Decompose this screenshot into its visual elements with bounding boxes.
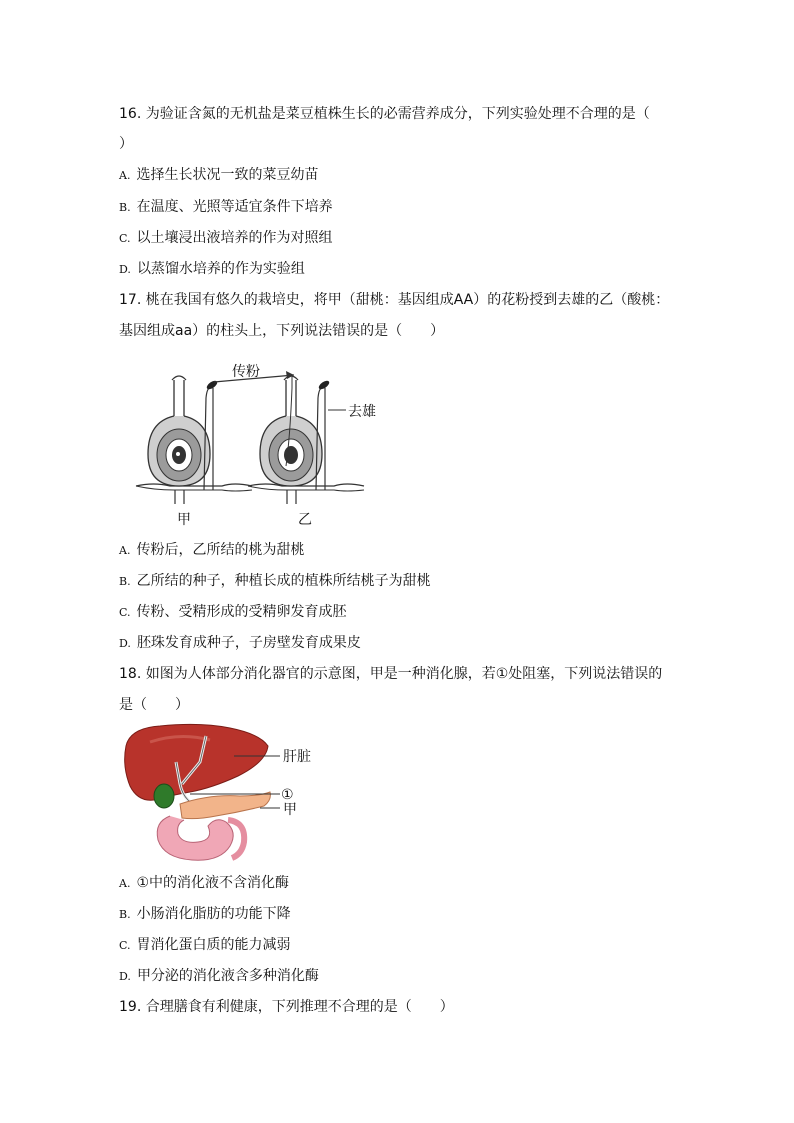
q17-stem-line1: 17. 桃在我国有悠久的栽培史，将甲（甜桃：基因组成AA）的花粉授到去雄的乙（酸桃： bbox=[119, 292, 670, 308]
q18-option-d bbox=[119, 966, 319, 987]
option-text: 小肠消化脂肪的功能下降 bbox=[136, 906, 291, 922]
option-letter: A. bbox=[119, 544, 131, 557]
q16-option-d bbox=[119, 259, 305, 280]
option-text: 以土壤浸出液培养的作为对照组 bbox=[136, 230, 333, 246]
q18-option-c bbox=[119, 935, 291, 956]
q16-option-a bbox=[119, 165, 318, 186]
option-text: 乙所结的种子，种植长成的植株所结桃子为甜桃 bbox=[136, 573, 431, 589]
option-letter: D. bbox=[119, 970, 131, 983]
option-text: 胚珠发育成种子，子房壁发育成果皮 bbox=[136, 635, 361, 651]
q17-stem-line2: 基因组成aa）的柱头上，下列说法错误的是（ ） bbox=[119, 323, 445, 339]
label-pollination: 传粉 bbox=[232, 364, 260, 380]
option-text: ①中的消化液不含消化酶 bbox=[136, 875, 290, 891]
option-letter: B. bbox=[119, 908, 131, 921]
q18-option-b bbox=[119, 904, 291, 925]
intestine-shape bbox=[157, 816, 233, 860]
option-letter: B. bbox=[119, 201, 131, 214]
digestive-organs-figure bbox=[120, 722, 320, 864]
q18-stem-line1: 18. 如图为人体部分消化器官的示意图，甲是一种消化腺，若①处阻塞，下列说法错误的 bbox=[119, 666, 663, 682]
label-yi: 乙 bbox=[298, 512, 312, 528]
pancreas-shape bbox=[180, 792, 270, 819]
q16-option-c bbox=[119, 228, 333, 249]
label-circle-one: ① bbox=[281, 787, 294, 803]
q17-option-a bbox=[119, 540, 304, 561]
q17-option-c bbox=[119, 602, 347, 623]
option-letter: C. bbox=[119, 232, 131, 245]
option-text: 胃消化蛋白质的能力减弱 bbox=[136, 937, 291, 953]
flower-jia bbox=[136, 376, 252, 504]
option-text: 甲分泌的消化液含多种消化酶 bbox=[136, 968, 319, 984]
gallbladder-shape bbox=[154, 784, 174, 808]
flower-yi bbox=[248, 374, 364, 504]
q16-option-b bbox=[119, 197, 333, 218]
liver-shape bbox=[125, 724, 268, 800]
option-text: 传粉、受精形成的受精卵发育成胚 bbox=[136, 604, 347, 620]
option-text: 传粉后，乙所结的桃为甜桃 bbox=[136, 542, 305, 558]
q17-option-d bbox=[119, 633, 361, 654]
option-letter: B. bbox=[119, 575, 131, 588]
label-jia: 甲 bbox=[177, 512, 191, 528]
option-text: 以蒸馏水培养的作为实验组 bbox=[136, 261, 305, 277]
q18-stem-line2: 是（ ） bbox=[119, 697, 189, 713]
q17-option-b bbox=[119, 571, 431, 592]
flower-pollination-figure bbox=[134, 358, 394, 528]
option-letter: C. bbox=[119, 606, 131, 619]
q18-option-a bbox=[119, 873, 289, 894]
option-text: 在温度、光照等适宜条件下培养 bbox=[136, 199, 333, 215]
label-liver: 肝脏 bbox=[283, 749, 311, 765]
label-jia: 甲 bbox=[283, 802, 297, 818]
q16-stem-line2: ） bbox=[119, 136, 133, 152]
option-letter: D. bbox=[119, 637, 131, 650]
option-letter: C. bbox=[119, 939, 131, 952]
option-letter: D. bbox=[119, 263, 131, 276]
option-letter: A. bbox=[119, 169, 131, 182]
label-emasculation: 去雄 bbox=[348, 404, 376, 420]
q19-stem-line1: 19. 合理膳食有利健康，下列推理不合理的是（ ） bbox=[119, 999, 454, 1015]
option-text: 选择生长状况一致的菜豆幼苗 bbox=[136, 167, 319, 183]
option-letter: A. bbox=[119, 877, 131, 890]
q16-stem-line1: 16. 为验证含氮的无机盐是菜豆植株生长的必需营养成分，下列实验处理不合理的是（ bbox=[119, 106, 650, 122]
